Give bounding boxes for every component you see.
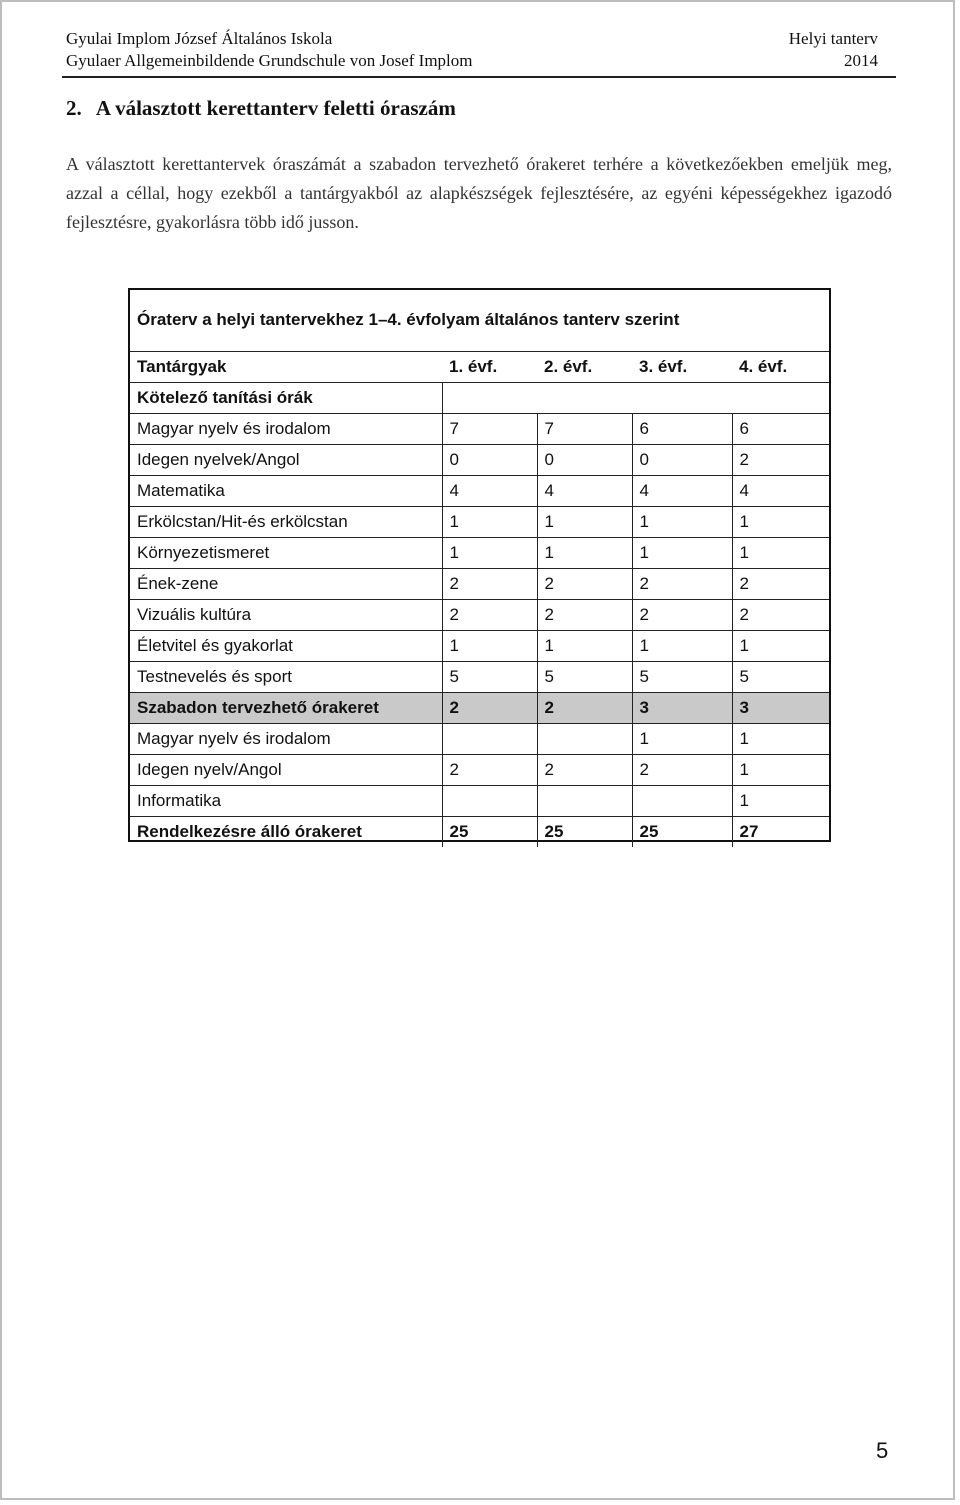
table-body [130,414,829,848]
table-row [130,755,829,786]
hours-cell: 5 [632,662,732,693]
hours-cell: 1 [442,538,537,569]
hours-cell: 1 [537,538,632,569]
table-row [130,507,829,538]
hours-cell: 2 [632,600,732,631]
hours-cell: 6 [732,414,829,445]
hours-cell: 27 [732,817,829,848]
hours-cell [442,724,537,755]
hours-cell: 2 [442,693,537,724]
table-caption: Óraterv a helyi tantervekhez 1–4. évfolyam általános tanterv szerint [137,310,680,329]
header-school-name-hu: Gyulai Implom József Általános Iskola [66,29,333,48]
hours-cell: 2 [442,600,537,631]
hours-cell: 5 [537,662,632,693]
hours-cell: 1 [632,538,732,569]
hours-cell: 1 [442,631,537,662]
table-row [130,600,829,631]
table-row [130,817,829,848]
subject-cell: Rendelkezésre álló órakeret [130,817,442,848]
header-doc-title: Helyi tanterv [788,29,878,48]
hours-cell: 4 [732,476,829,507]
hours-cell [537,786,632,817]
group-empty-cell [442,383,829,414]
section-number: 2. [66,96,82,120]
hours-cell: 2 [732,569,829,600]
group-label: Kötelező tanítási órák [130,383,442,414]
hours-cell: 2 [442,755,537,786]
hours-cell: 1 [732,724,829,755]
table-row [130,631,829,662]
hours-cell: 1 [632,631,732,662]
hours-cell: 0 [632,445,732,476]
hours-cell: 5 [442,662,537,693]
intro-paragraph: A választott kerettantervek óraszámát a szabadon tervezhető órakeret terhére a következőekben emeljük meg, azzal a céllal, hogy ezekből a tantárgyakból az alapkészségek fejlesztésére, az egyéni képességekhez igazodó fejlesztésre, gyakorlásra több idő jusson. [66,154,892,232]
table-header-row [130,352,829,383]
page-number: 5 [876,1438,889,1463]
table-row [130,724,829,755]
subject-cell: Vizuális kultúra [130,600,442,631]
hours-cell: 1 [732,631,829,662]
hours-cell: 6 [632,414,732,445]
table-row [130,569,829,600]
hours-cell: 1 [732,507,829,538]
hours-cell: 2 [537,600,632,631]
hours-cell: 7 [442,414,537,445]
subject-cell: Idegen nyelv/Angol [130,755,442,786]
hours-cell: 25 [442,817,537,848]
header-cell: Tantárgyak [130,352,442,383]
hours-cell: 3 [732,693,829,724]
subject-cell: Magyar nyelv és irodalom [130,414,442,445]
hours-cell: 4 [442,476,537,507]
hours-cell: 2 [537,569,632,600]
table-row [130,414,829,445]
table-row [130,476,829,507]
header-cell: 3. évf. [632,352,732,383]
hours-cell [442,786,537,817]
hours-cell: 2 [632,755,732,786]
table-row [130,693,829,724]
header-cell: 4. évf. [732,352,829,383]
hours-cell: 1 [732,786,829,817]
group-row [130,383,829,414]
hours-cell: 7 [537,414,632,445]
hours-cell: 2 [732,445,829,476]
subject-cell: Szabadon tervezhető órakeret [130,693,442,724]
curriculum-table [130,351,829,847]
hours-cell: 5 [732,662,829,693]
section-title [66,96,456,121]
subject-cell: Erkölcstan/Hit-és erkölcstan [130,507,442,538]
hours-cell: 1 [537,631,632,662]
hours-cell: 25 [632,817,732,848]
subject-cell: Matematika [130,476,442,507]
subject-cell: Magyar nyelv és irodalom [130,724,442,755]
page-header [66,28,878,72]
hours-cell: 1 [442,507,537,538]
hours-cell: 1 [732,755,829,786]
table-row [130,786,829,817]
hours-cell: 2 [537,755,632,786]
subject-cell: Ének-zene [130,569,442,600]
header-cell: 1. évf. [442,352,537,383]
header-rule [62,76,896,78]
hours-cell: 2 [732,600,829,631]
hours-cell: 4 [537,476,632,507]
hours-cell: 0 [537,445,632,476]
hours-cell: 4 [632,476,732,507]
hours-cell: 2 [632,569,732,600]
table-row [130,662,829,693]
hours-cell: 0 [442,445,537,476]
curriculum-table-box [128,288,831,842]
header-year: 2014 [844,51,878,70]
section-title-text: A választott kerettanterv feletti óraszám [95,96,456,120]
hours-cell: 3 [632,693,732,724]
header-school-name-de: Gyulaer Allgemeinbildende Grundschule von Josef Implom [66,51,473,70]
hours-cell: 2 [442,569,537,600]
hours-cell [537,724,632,755]
table-row [130,538,829,569]
hours-cell: 1 [732,538,829,569]
hours-cell: 1 [632,507,732,538]
header-cell: 2. évf. [537,352,632,383]
hours-cell: 25 [537,817,632,848]
hours-cell: 2 [537,693,632,724]
hours-cell [632,786,732,817]
subject-cell: Idegen nyelvek/Angol [130,445,442,476]
hours-cell: 1 [537,507,632,538]
subject-cell: Környezetismeret [130,538,442,569]
hours-cell: 1 [632,724,732,755]
subject-cell: Informatika [130,786,442,817]
table-row [130,445,829,476]
subject-cell: Életvitel és gyakorlat [130,631,442,662]
subject-cell: Testnevelés és sport [130,662,442,693]
